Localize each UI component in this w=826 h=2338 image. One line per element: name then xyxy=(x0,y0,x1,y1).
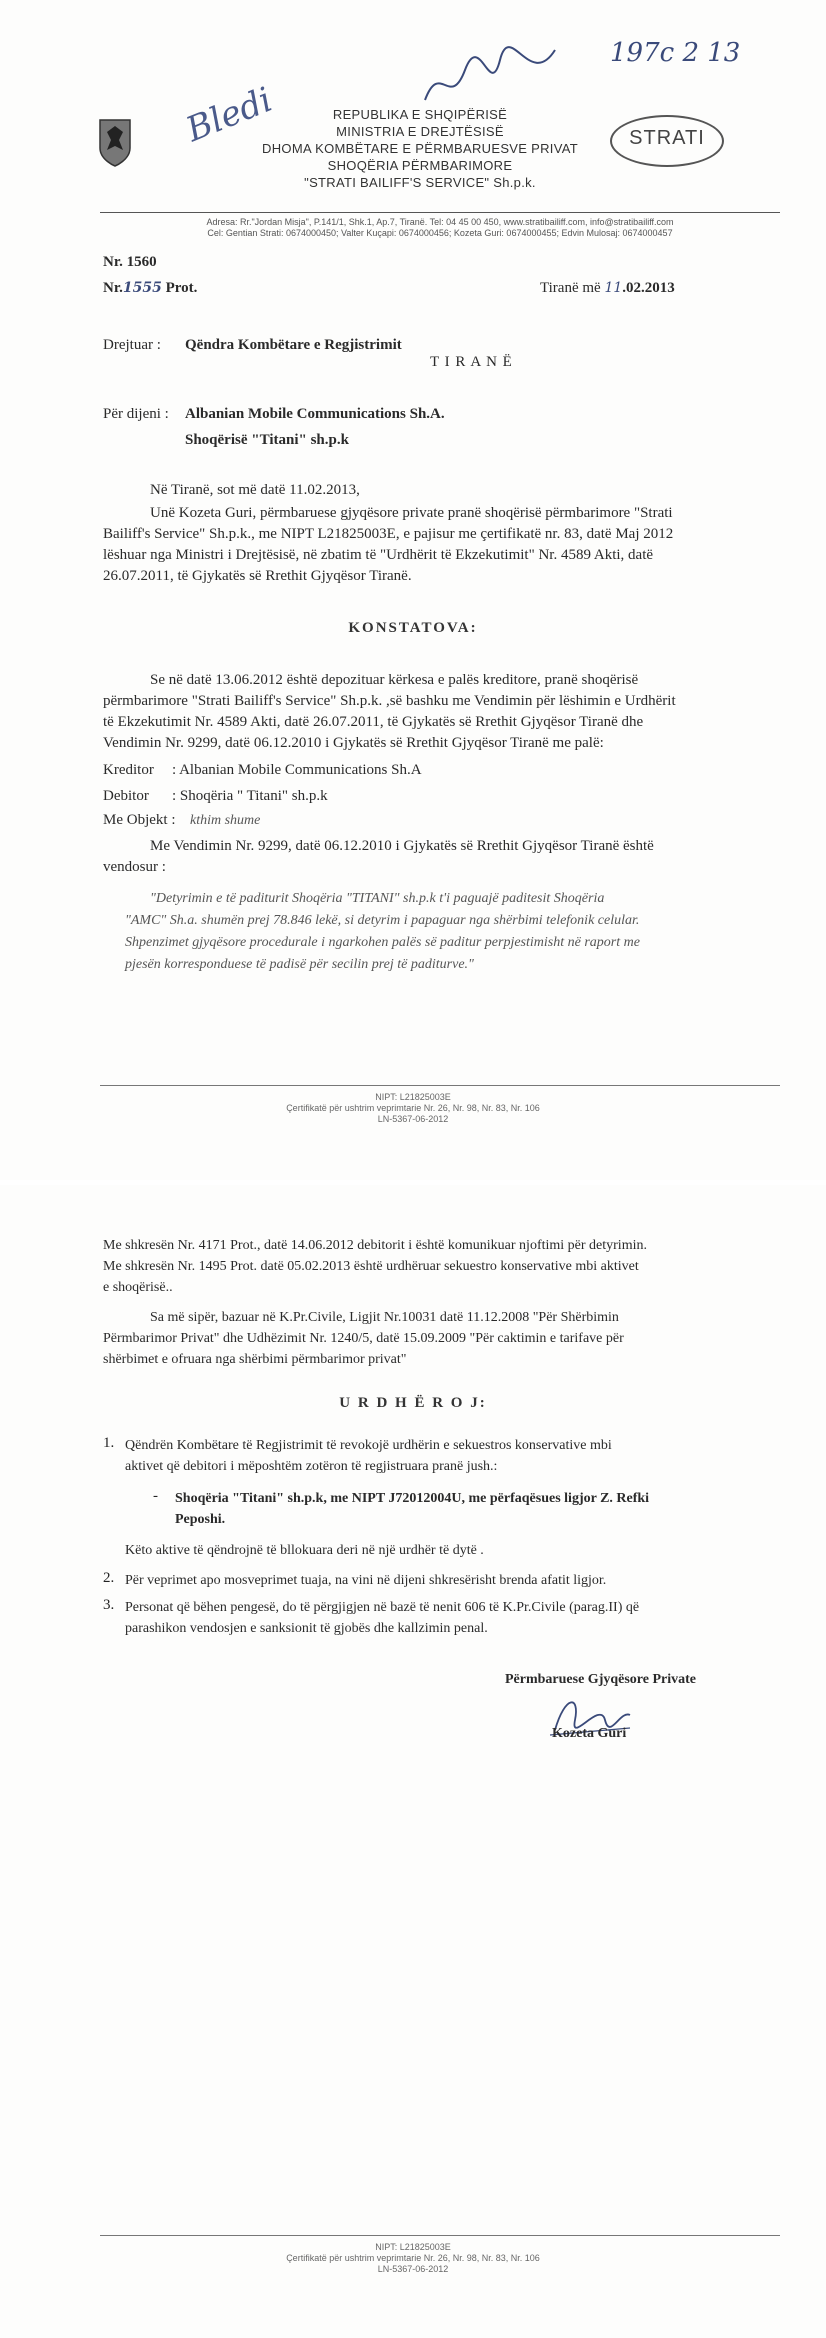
body-paragraph-line: 26.07.2011, të Gjykatës së Rrethit Gjyqësor Tiranë. xyxy=(103,568,412,584)
order-3-line: parashikon vendosjen e sanksionit të gjobës dhe kallzimin penal. xyxy=(125,1621,488,1636)
order-3-line: Personat që bëhen pengesë, do të përgjigjen në bazë të nenit 606 të K.Pr.Civile (parag.II) që xyxy=(125,1600,640,1615)
footer-nipt: NIPT: L21825003E xyxy=(375,1092,451,1102)
debtor-bullet: - xyxy=(153,1488,158,1504)
header-phones: Cel: Gentian Strati: 0674000450; Valter Kuçapi: 0674000456; Kozeta Guri: 0674000455; Edvin Mulosaj: 0674000457 xyxy=(207,228,673,238)
signatory-title: Përmbaruese Gjyqësore Private xyxy=(505,1672,697,1687)
order-1-line: aktivet që debitori i mëposhtëm zotëron të regjistruara pranë jush.: xyxy=(125,1459,498,1474)
notice-line: e shoqërisë.. xyxy=(103,1280,173,1295)
debtor-line: Peposhi. xyxy=(175,1512,226,1527)
date-rest: .02.2013 xyxy=(622,280,675,296)
legal-basis-line: Përmbarimor Privat" dhe Udhëzimit Nr. 1240/5, datë 15.09.2009 "Për caktimin e tarifave për xyxy=(103,1331,624,1346)
footer-license: LN-5367-06-2012 xyxy=(377,2264,449,2274)
objekt-label: Me Objekt : xyxy=(103,812,176,828)
notice-line: Me shkresën Nr. 1495 Prot. datë 05.02.2013 është urdhëruar sekuestro konservative mbi aktivet xyxy=(103,1259,639,1274)
footer-divider xyxy=(100,1085,780,1086)
header-address: Adresa: Rr."Jordan Misja", P.141/1, Shk.1, Ap.7, Tiranë. Tel: 04 45 00 450, www.stratibailiff.com, info@stratibailiff.com xyxy=(206,217,674,227)
addressee-name: Qëndra Kombëtare e Regjistrimit xyxy=(185,337,402,353)
header-chamber: DHOMA KOMBËTARE E PËRMBARUESVE PRIVAT xyxy=(262,141,578,156)
ruling-quote-line: "AMC" Sh.a. shumën prej 78.846 lekë, si detyrim i papaguar nga shërbimi telefonik celular. xyxy=(125,913,640,928)
ref-prefix: Nr. xyxy=(103,280,123,296)
konstatova-line: përmbarimore "Strati Bailiff's Service" Sh.p.k. ,së bashku me Vendimin për lëshimin e Urdhërit xyxy=(103,693,676,709)
konstatova-heading: KONSTATOVA: xyxy=(348,620,478,636)
notice-line: Me shkresën Nr. 4171 Prot., datë 14.06.2012 debitorit i është komunikuar njoftimi për detyrimin. xyxy=(103,1238,647,1253)
header-company-name: "STRATI BAILIFF'S SERVICE" Sh.p.k. xyxy=(304,175,536,190)
konstatova-line: të Ekzekutimit Nr. 4589 Akti, datë 26.07.2011, të Gjykatës së Rrethit Gjyqësor Tiranë dhe xyxy=(103,714,644,730)
reference-number-1: Nr. 1560 xyxy=(103,254,157,270)
info-label: Për dijeni : xyxy=(103,406,169,422)
footer-license: LN-5367-06-2012 xyxy=(377,1114,449,1124)
blocking-note: Këto aktive të qëndrojnë të bllokuara deri në një urdhër të dytë . xyxy=(125,1543,484,1558)
signatory-name: Kozeta Guri xyxy=(552,1726,627,1741)
konstatova-line: Vendimin Nr. 9299, datë 06.12.2010 i Gjykatës së Rrethit Gjyqësor Tiranë me palë: xyxy=(103,735,604,751)
footer-certificates: Çertifikatë për ushtrim veprimtarie Nr. 26, Nr. 98, Nr. 83, Nr. 106 xyxy=(286,1103,540,1113)
handwritten-scribble: Bledi xyxy=(180,79,278,151)
ruling-quote-line: pjesën korresponduese të padisë për secilin prej të paditurve." xyxy=(125,957,474,972)
info-recipient-1: Albanian Mobile Communications Sh.A. xyxy=(185,406,445,422)
document-date xyxy=(540,278,675,299)
footer-divider xyxy=(100,2235,780,2236)
addressee-city: T I R A N Ë xyxy=(430,354,513,370)
debitor-value: : Shoqëria " Titani" sh.p.k xyxy=(172,788,328,804)
strati-logo-text: STRATI xyxy=(629,127,705,149)
order-number-3: 3. xyxy=(103,1597,115,1613)
kreditor-label: Kreditor xyxy=(103,762,154,778)
date-day: 11 xyxy=(604,280,623,296)
reference-number-2 xyxy=(103,278,197,299)
footer-nipt: NIPT: L21825003E xyxy=(375,2242,451,2252)
strati-logo xyxy=(610,115,724,167)
addressee-label: Drejtuar : xyxy=(103,337,161,353)
date-prefix: Tiranë më xyxy=(540,280,601,296)
order-number-1: 1. xyxy=(103,1435,115,1451)
body-paragraph-line: Unë Kozeta Guri, përmbaruese gjyqësore private pranë shoqërisë përmbarimore "Strati xyxy=(150,505,673,521)
ref-suffix: Prot. xyxy=(165,280,198,296)
body-date-line: Në Tiranë, sot më datë 11.02.2013, xyxy=(150,482,360,498)
vendim-line: Me Vendimin Nr. 9299, datë 06.12.2010 i Gjykatës së Rrethit Gjyqësor Tiranë është xyxy=(150,838,654,854)
order-2-line: Për veprimet apo mosveprimet tuaja, na vini në dijeni shkresërisht brenda afatit ligjor. xyxy=(125,1573,607,1588)
header-republic: REPUBLIKA E SHQIPËRISË xyxy=(332,107,508,122)
debitor-label: Debitor xyxy=(103,788,149,804)
document-page-2 xyxy=(0,1185,826,2338)
order-1-line: Qëndrën Kombëtare të Regjistrimit të revokojë urdhërin e sekuestros konservative mbi xyxy=(125,1438,612,1453)
ref-handwritten-value: 1555 xyxy=(122,280,162,296)
legal-basis-line: Sa më sipër, bazuar në K.Pr.Civile, Ligjit Nr.10031 datë 11.12.2008 "Për Shërbimin xyxy=(150,1310,619,1325)
header-divider xyxy=(100,212,780,213)
footer-certificates: Çertifikatë për ushtrim veprimtarie Nr. 26, Nr. 98, Nr. 83, Nr. 106 xyxy=(286,2253,540,2263)
vendim-line: vendosur : xyxy=(103,859,166,875)
coat-of-arms-icon xyxy=(98,118,132,168)
info-recipient-2: Shoqërisë "Titani" sh.p.k xyxy=(185,432,349,448)
debtor-line: Shoqëria "Titani" sh.p.k, me NIPT J72012004U, me përfaqësues ligjor Z. Refki xyxy=(175,1491,650,1506)
legal-basis-line: shërbimet e ofruara nga shërbimi përmbarimor privat" xyxy=(103,1352,407,1367)
objekt-value: kthim shume xyxy=(190,813,261,828)
body-paragraph-line: lëshuar nga Ministri i Drejtësisë, në zbatim të "Urdhërit të Ekzekutimit" Nr. 4589 Akti, datë xyxy=(103,547,654,563)
handwritten-protocol-number: 197c 2 13 xyxy=(610,38,741,68)
body-paragraph-line: Bailiff's Service" Sh.p.k., me NIPT L21825003E, e pajisur me çertifikatë nr. 83, datë Maj 2012 xyxy=(103,526,674,542)
ruling-quote-line: Shpenzimet gjyqësore procedurale i ngarkohen palës së paditur perpjestimisht në raport me xyxy=(125,935,640,950)
konstatova-line: Se në datë 13.06.2012 është depozituar kërkesa e palës kreditore, pranë shoqërisë xyxy=(150,672,639,688)
kreditor-value: : Albanian Mobile Communications Sh.A xyxy=(172,762,422,778)
order-number-2: 2. xyxy=(103,1570,115,1586)
header-ministry: MINISTRIA E DREJTËSISË xyxy=(336,124,504,139)
header-company-type: SHOQËRIA PËRMBARIMORE xyxy=(327,158,513,173)
ruling-quote-line: "Detyrimin e të paditurit Shoqëria "TITANI" sh.p.k t'i paguajë paditesit Shoqëria xyxy=(150,891,605,906)
urdheroj-heading: U R D H Ë R O J: xyxy=(339,1395,487,1411)
